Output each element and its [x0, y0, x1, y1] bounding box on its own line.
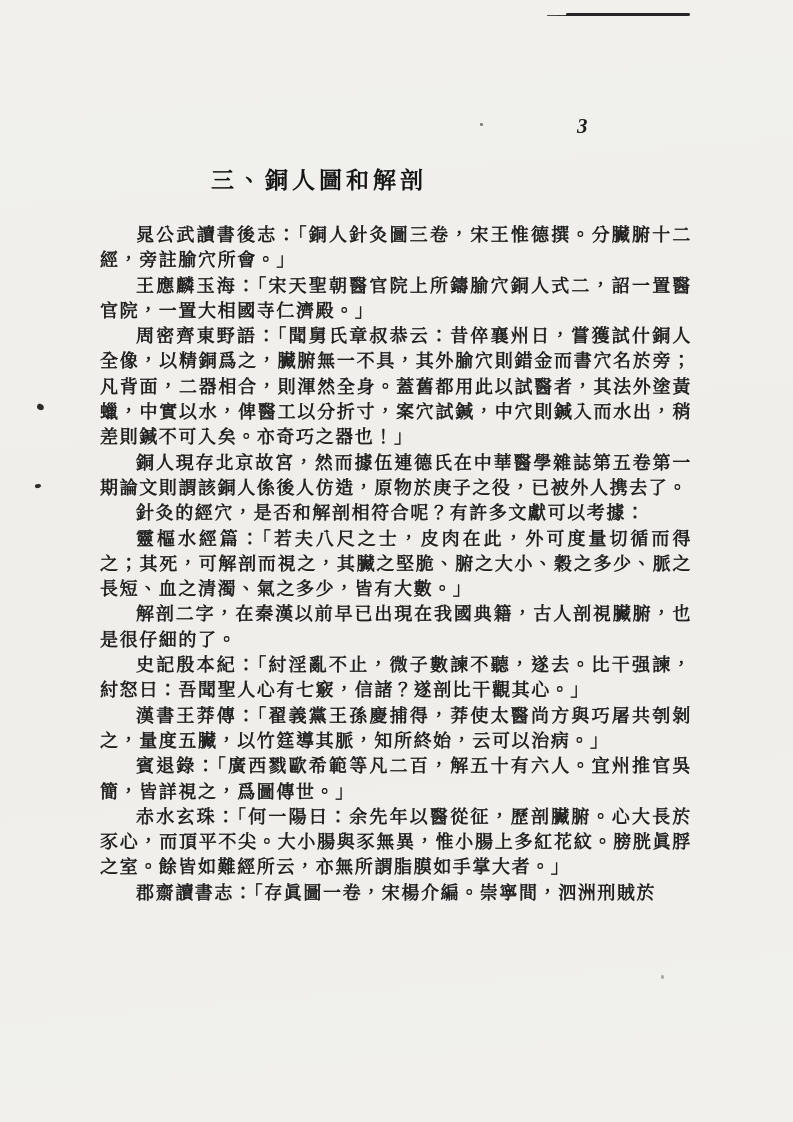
- scan-speck: [36, 403, 45, 411]
- chapter-title: 三、銅人圖和解剖: [211, 168, 427, 193]
- paragraph: 賓退錄：「廣西戮歐希範等凡二百，解五十有六人。宜州推官吳簡，皆詳視之，爲圖傳世。」: [100, 756, 692, 802]
- paragraph: 晁公武讀書後志：「銅人針灸圖三卷，宋王惟德撰。分臟腑十二經，旁註腧穴所會。」: [100, 225, 692, 271]
- paragraph: 針灸的經穴，是否和解剖相符合呢？有許多文獻可以考據：: [136, 503, 646, 524]
- paragraph: 赤水玄珠：「何一陽曰：余先年以醫從征，歷剖臟腑。心大長於豕心，而頂平不尖。大小腸與豕無異，惟小腸上多紅花紋。膀胱眞脬之室。餘皆如難經所云，亦無所謂脂膜如手掌大者。」: [100, 806, 692, 878]
- body-text: [100, 223, 692, 906]
- scan-speck: [35, 483, 42, 488]
- scan-speck: [480, 123, 483, 126]
- paragraph: 史記殷本紀：「紂淫亂不止，微子數諫不聽，遂去。比干强諫，紂怒曰：吾聞聖人心有七竅，信諸？遂剖比干觀其心。」: [100, 655, 692, 701]
- paragraph: 解剖二字，在秦漢以前早已出現在我國典籍，古人剖視臟腑，也是很仔細的了。: [100, 604, 692, 650]
- scan-streak: [566, 13, 690, 16]
- scan-speck: [661, 975, 664, 979]
- page-number: 3: [577, 114, 588, 138]
- paragraph: 郡齋讀書志：「存眞圖一卷，宋楊介編。崇寧間，泗洲刑賊於: [136, 882, 657, 903]
- paragraph: 漢書王莽傳：「翟義黨王孫慶捕得，莽使太醫尚方與巧屠共刳剝之，量度五臟，以竹筳導其脈，知所終始，云可以治病。」: [100, 705, 692, 751]
- paragraph: 周密齊東野語：「聞舅氏章叔恭云：昔倅襄州日，嘗獲試什銅人全像，以精銅爲之，臟腑無一不具，其外腧穴則錯金而書穴名於旁；凡背面，二器相合，則渾然全身。蓋舊都用此以試醫者，其法外塗黃蠟，中實以水，俾醫工以分折寸，案穴試鍼，中穴則鍼入而水出，稍差則鍼不可入矣。亦奇巧之器也！」: [100, 326, 692, 448]
- paragraph: 銅人現存北京故宮，然而據伍連德氏在中華醫學雜誌第五卷第一期論文則謂該銅人係後人仿造，原物於庚子之役，已被外人携去了。: [100, 452, 692, 498]
- paragraph: 靈樞水經篇：「若夫八尺之士，皮肉在此，外可度量切循而得之；其死，可解剖而視之，其臟之堅脆、腑之大小、穀之多少、脈之長短、血之清濁、氣之多少，皆有大數。」: [100, 528, 692, 600]
- paragraph: 王應麟玉海：「宋天聖朝醫官院上所鑄腧穴銅人式二，詔一置醫官院，一置大相國寺仁濟殿。」: [100, 275, 692, 321]
